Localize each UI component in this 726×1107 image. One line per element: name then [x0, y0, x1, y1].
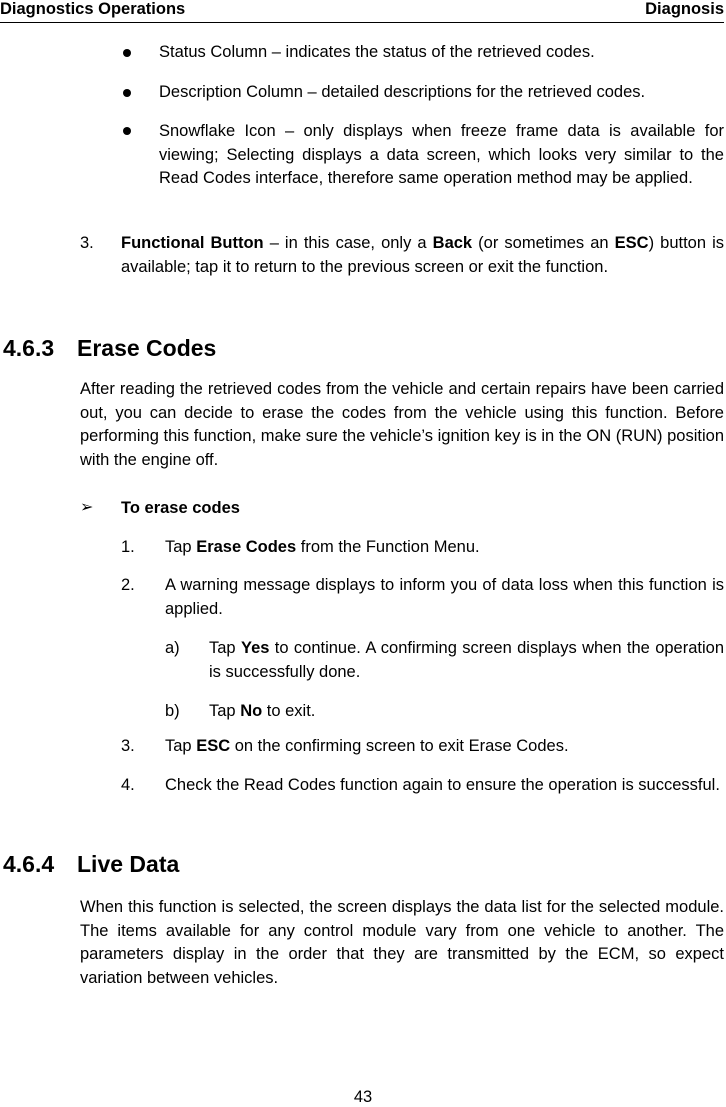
text-run: Tap [209, 639, 241, 657]
section-title: Live Data [77, 851, 180, 877]
substep-tap-yes [209, 637, 724, 684]
header-chapter: Diagnostics Operations [0, 0, 186, 18]
no-term: No [240, 702, 263, 720]
text-run: to continue. A confirming screen displays when the operation is successfully done. [209, 639, 724, 681]
step-number: 1. [121, 538, 135, 556]
bullet-snowflake-icon: Snowflake Icon – only displays when freeze frame data is available for viewing; Selecting displays a data screen, which looks very similar to the Read Codes interface, therefore same operation method may be applied. [159, 122, 724, 187]
section-title: Erase Codes [77, 335, 217, 361]
bullet-status-column: Status Column – indicates the status of the retrieved codes. [159, 43, 595, 61]
substep-marker: a) [165, 639, 180, 657]
text-run: on the confirming screen to exit Erase Codes. [230, 737, 569, 755]
procedure-title: To erase codes [121, 499, 240, 517]
section-number: 4.6.4 [3, 851, 55, 877]
step-number: 2. [121, 576, 135, 594]
yes-term: Yes [240, 639, 270, 657]
text-run: – in this case, only a [263, 234, 433, 252]
esc-term: ESC [614, 234, 649, 252]
text-run: to exit. [262, 702, 316, 720]
arrow-bullet-icon: ➢ [80, 499, 94, 516]
text-run: from the Function Menu. [296, 538, 480, 556]
text-run: Tap [165, 737, 197, 755]
bullet-icon [123, 127, 131, 135]
functional-button-paragraph [121, 232, 724, 279]
step-tap-esc [165, 735, 724, 759]
bullet-icon [123, 89, 131, 97]
text-run: (or sometimes an [472, 234, 615, 252]
bullet-description-column: Description Column – detailed descriptions for the retrieved codes. [159, 83, 646, 101]
erase-codes-paragraph: After reading the retrieved codes from the vehicle and certain repairs have been carried out, you can decide to erase the codes from the vehicle using this function. Before performing this function, make sure the vehicle’s ignition key is in the ON (RUN) position with the engine off. [80, 380, 724, 469]
substep-tap-no [209, 700, 724, 724]
section-heading-erase-codes [3, 335, 723, 363]
text-run: Tap [165, 538, 197, 556]
back-term: Back [432, 234, 473, 252]
functional-button-term: Functional Button [121, 234, 264, 252]
erase-codes-term: Erase Codes [196, 538, 297, 556]
step-number: 3. [121, 737, 135, 755]
header-section: Diagnosis [645, 0, 724, 18]
step-check-read-codes: Check the Read Codes function again to ensure the operation is successful. [165, 776, 720, 794]
substep-marker: b) [165, 702, 180, 720]
bullet-icon [123, 49, 131, 57]
page-header [0, 0, 724, 23]
live-data-paragraph: When this function is selected, the screen displays the data list for the selected module. The items available for any control module vary from one vehicle to another. The parameters display in the order that they are transmitted by the ECM, so expect variation between vehicles. [80, 898, 724, 987]
esc-term: ESC [196, 737, 231, 755]
text-run: ) button is available; tap it to return to the previous screen or exit the function. [121, 234, 725, 276]
item-number: 3. [80, 234, 94, 252]
section-heading-live-data [3, 851, 723, 879]
section-number: 4.6.3 [3, 335, 55, 361]
text-run: Tap [209, 702, 241, 720]
step-tap-erase-codes [165, 536, 724, 560]
step-warning-message: A warning message displays to inform you of data loss when this function is applied. [165, 576, 724, 618]
page-number: 43 [353, 1088, 373, 1106]
step-number: 4. [121, 776, 135, 794]
